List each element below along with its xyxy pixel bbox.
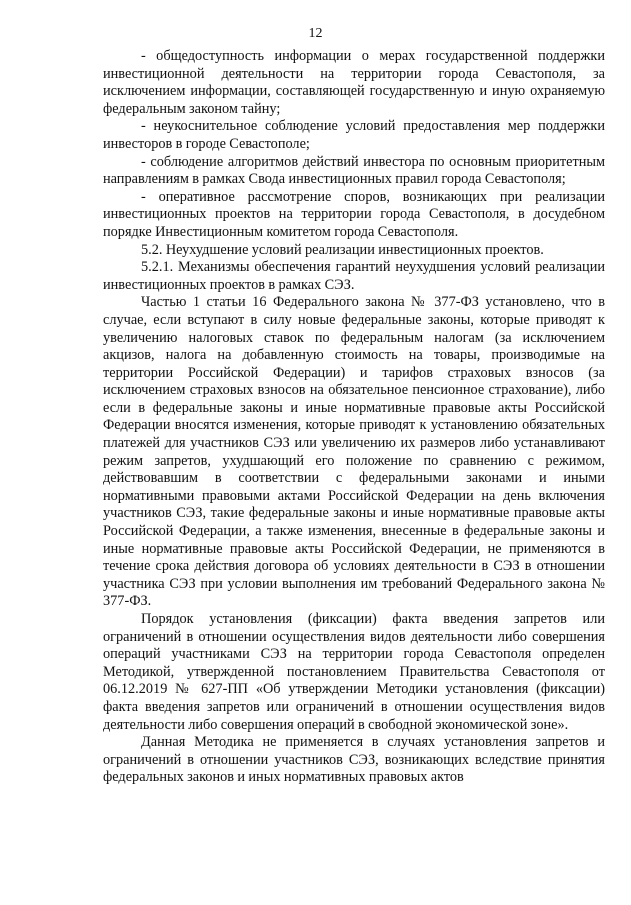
page-number: 12 xyxy=(308,26,323,41)
paragraph-list-item-dispute-resolution: - оперативное рассмотрение споров, возникающих при реализации инвестиционных проектов на территории города Севастополя, в досудебном порядке Инвестиционным комитетом города Севастополя. xyxy=(103,188,605,240)
section-heading-5-2-1: 5.2.1. Механизмы обеспечения гарантий неухудшения условий реализации инвестиционных проектов в рамках СЭЗ. xyxy=(103,259,605,293)
paragraph-list-item-investor-algorithms: - соблюдение алгоритмов действий инвестора по основным приоритетным направлениям в рамках Свода инвестиционных правил города Севастополя; xyxy=(103,153,605,188)
paragraph-list-item-information-access: - общедоступность информации о мерах государственной поддержки инвестиционной деятельности на территории города Севастополя, за исключением информации, составляющей государственную и иную охраняемую федеральным законом тайну; xyxy=(103,48,605,117)
section-heading-5-2: 5.2. Неухудшение условий реализации инвестиционных проектов. xyxy=(141,241,544,258)
paragraph-methodology-exceptions: Данная Методика не применяется в случаях установления запретов и ограничений в отношении участников СЭЗ, возникающих вследствие принятия федеральных законов и иных нормативных правовых актов xyxy=(103,734,605,786)
document-body xyxy=(103,48,605,787)
paragraph-list-item-support-conditions: - неукоснительное соблюдение условий предоставления мер поддержки инвесторов в городе Севастополе; xyxy=(103,118,605,152)
paragraph-article-16: Частью 1 статьи 16 Федерального закона № 377-ФЗ установлено, что в случае, если вступают в силу новые федеральные законы, которые приводят к увеличению налоговых ставок по федеральным налогам (за исключением акцизов, налога на добавленную стоимость на товары, производимые на территории Российской Федерации) и тарифов страховых взносов (за исключением страховых взносов на обязательное пенсионное страхование), либо если в федеральные законы и иные нормативные правовые акты Российской Федерации вносятся изменения, которые приводят к установлению обязательных платежей для участников СЭЗ или увеличению их размеров либо устанавливают режим запретов, ухудшающий его положение по сравнению с режимом, действовавшим в соответствии с федеральными законами и иными нормативными правовыми актами Российской Федерации на день включения участников СЭЗ, такие федеральные законы и иные нормативные правовые акты Российской Федерации, а также изменения, внесенные в федеральные законы и иные нормативные правовые акты Российской Федерации, не применяются в течение срока действия договора об условиях деятельности в СЭЗ в отношении участника СЭЗ при условии выполнения им требований Федерального закона № 377-ФЗ. xyxy=(103,294,605,610)
paragraph-methodology-procedure: Порядок установления (фиксации) факта введения запретов или ограничений в отношении осуществления видов деятельности либо совершения операций участниками СЭЗ на территории города Севастополя определен Методикой, утвержденной постановлением Правительства Севастополя от 06.12.2019 № 627-ПП «Об утверждении Методики установления (фиксации) факта введения запретов или ограничений в отношении осуществления видов деятельности либо совершения операций в свободной экономической зоне». xyxy=(103,611,605,733)
